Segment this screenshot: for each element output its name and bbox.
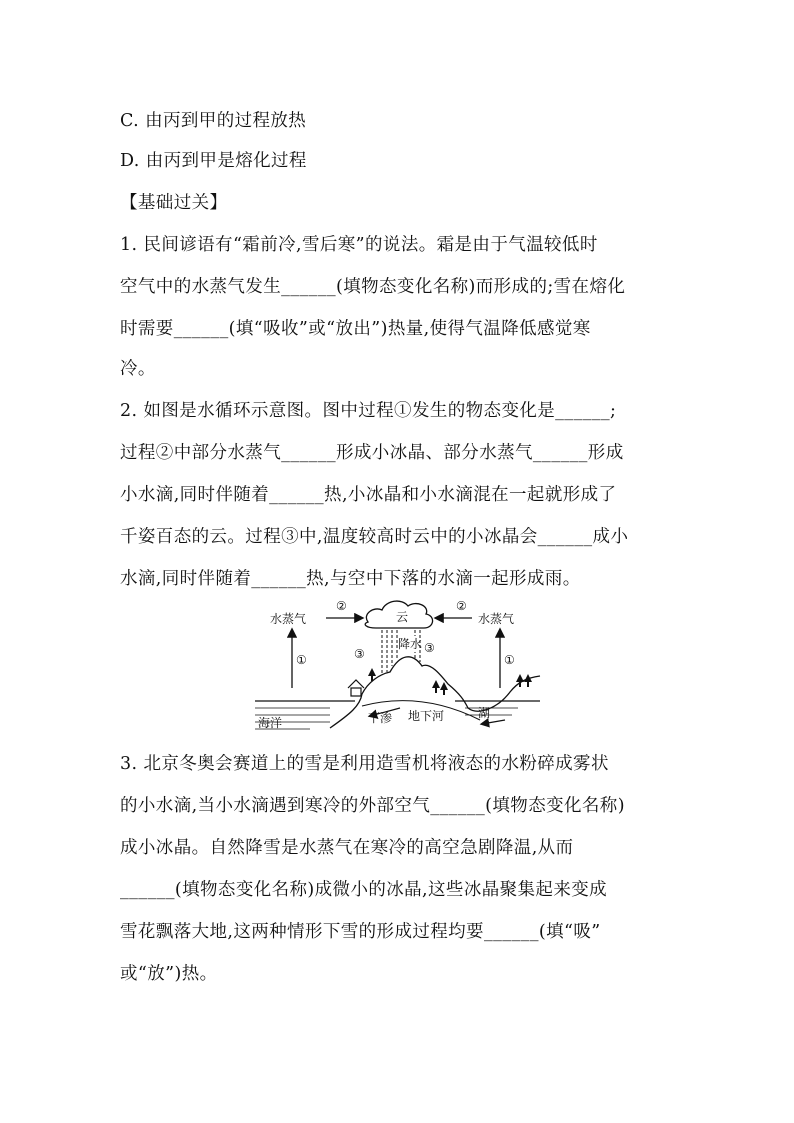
label-ocean: 海洋: [258, 716, 283, 730]
q3-line: 成小冰晶。自然降雪是水蒸气在寒冷的高空急剧降温,从而: [120, 838, 574, 858]
tree-icons: [368, 668, 532, 695]
q1-line: 空气中的水蒸气发生______(填物态变化名称)而形成的;雪在熔化: [120, 277, 626, 297]
q3-line: 或“放”)热。: [120, 964, 218, 984]
q3-line: ______(填物态变化名称)成微小的冰晶,这些冰晶聚集起来变成: [120, 880, 608, 900]
label-process-2-left: ②: [336, 599, 347, 613]
q2-line: 过程②中部分水蒸气______形成小冰晶、部分水蒸气______形成: [120, 443, 624, 463]
option-d: D. 由丙到甲是熔化过程: [120, 151, 307, 171]
label-river: 地下河: [408, 709, 445, 723]
label-process-3-right: ③: [424, 641, 435, 655]
river-arrow: [482, 720, 505, 724]
label-seep: 下渗: [368, 711, 393, 725]
q2-line: 2. 如图是水循环示意图。图中过程①发生的物态变化是______;: [120, 401, 617, 421]
label-cloud: 云: [396, 610, 409, 624]
q3-line: 的小水滴,当小水滴遇到寒冷的外部空气______(填物态变化名称): [120, 796, 625, 816]
water-cycle-diagram: [250, 596, 550, 738]
label-vapor-right: 水蒸气: [478, 612, 515, 626]
option-c: C. 由丙到甲的过程放热: [120, 111, 307, 131]
q2-line: 小水滴,同时伴随着______热,小冰晶和小水滴混在一起就形成了: [120, 485, 617, 505]
label-process-1-right: ①: [504, 653, 515, 667]
label-lake: 湖: [478, 706, 491, 720]
label-process-1-left: ①: [296, 653, 307, 667]
section-title: 【基础过关】: [120, 193, 228, 213]
q3-line: 雪花飘落大地,这两种情形下雪的形成过程均要______(填“吸”: [120, 922, 601, 942]
label-process-2-right: ②: [456, 599, 467, 613]
label-precip: 降水: [398, 637, 423, 651]
q1-line: 1. 民间谚语有“霜前冷,雪后寒”的说法。霜是由于气温较低时: [120, 235, 598, 255]
q1-line: 冷。: [120, 359, 156, 379]
label-process-3-left: ③: [354, 647, 365, 661]
q1-line: 时需要______(填“吸收”或“放出”)热量,使得气温降低感觉寒: [120, 319, 591, 339]
q2-line: 千姿百态的云。过程③中,温度较高时云中的小冰晶会______成小: [120, 527, 629, 547]
label-vapor-left: 水蒸气: [270, 612, 307, 626]
q2-line: 水滴,同时伴随着______热,与空中下落的水滴一起形成雨。: [120, 569, 581, 589]
q3-line: 3. 北京冬奥会赛道上的雪是利用造雪机将液态的水粉碎成雾状: [120, 754, 609, 774]
